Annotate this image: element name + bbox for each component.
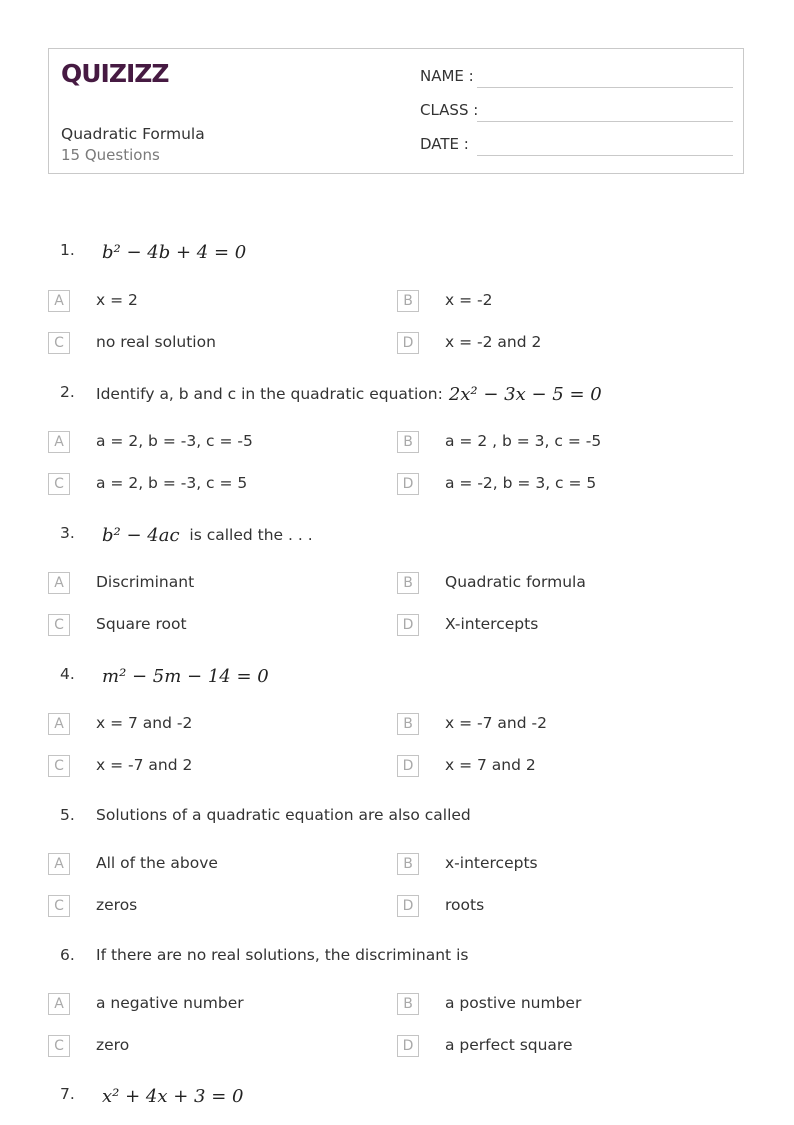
option-letter: C (48, 473, 70, 495)
option-4b[interactable] (397, 713, 727, 739)
option-5a[interactable] (48, 853, 378, 879)
option-text: x = 7 and -2 (96, 714, 193, 732)
name-field[interactable] (420, 67, 733, 91)
option-2b[interactable] (397, 431, 727, 457)
question-text (96, 383, 602, 404)
option-text: no real solution (96, 333, 216, 351)
option-5d[interactable] (397, 895, 727, 921)
option-3a[interactable] (48, 572, 378, 598)
option-letter: B (397, 290, 419, 312)
option-letter: D (397, 614, 419, 636)
question-number: 5. (60, 806, 75, 824)
option-text: zeros (96, 896, 138, 914)
option-1c[interactable] (48, 332, 378, 358)
option-6b[interactable] (397, 993, 727, 1019)
option-text: x = -7 and 2 (96, 756, 193, 774)
question-1 (0, 241, 794, 281)
option-text: x = 2 (96, 291, 138, 309)
option-text: Discriminant (96, 573, 195, 591)
option-text: All of the above (96, 854, 218, 872)
option-letter: A (48, 853, 70, 875)
option-4d[interactable] (397, 755, 727, 781)
option-text: a negative number (96, 994, 244, 1012)
question-math: m² − 5m − 14 = 0 (102, 666, 269, 687)
option-text: x = -2 and 2 (445, 333, 542, 351)
question-text: Solutions of a quadratic equation are also called (96, 806, 471, 824)
option-letter: B (397, 853, 419, 875)
question-math: 2x² − 3x − 5 = 0 (448, 384, 602, 405)
class-line[interactable] (477, 121, 733, 122)
option-1a[interactable] (48, 290, 378, 316)
option-text: a postive number (445, 994, 582, 1012)
option-letter: A (48, 290, 70, 312)
option-letter: A (48, 572, 70, 594)
option-3c[interactable] (48, 614, 378, 640)
option-1b[interactable] (397, 290, 727, 316)
option-6a[interactable] (48, 993, 378, 1019)
option-letter: B (397, 572, 419, 594)
question-text (96, 524, 313, 545)
question-text (96, 241, 246, 262)
question-7 (0, 1085, 794, 1125)
question-number: 2. (60, 383, 75, 401)
question-number: 7. (60, 1085, 75, 1103)
option-2c[interactable] (48, 473, 378, 499)
option-4a[interactable] (48, 713, 378, 739)
option-2d[interactable] (397, 473, 727, 499)
option-6d[interactable] (397, 1035, 727, 1061)
question-text (96, 665, 269, 686)
question-math: b² − 4ac (102, 525, 180, 546)
class-field[interactable] (420, 101, 733, 125)
question-text (96, 1085, 243, 1106)
option-text: a perfect square (445, 1036, 573, 1054)
date-line[interactable] (477, 155, 733, 156)
worksheet-header (48, 48, 744, 174)
class-label: CLASS : (420, 101, 479, 119)
option-4c[interactable] (48, 755, 378, 781)
option-letter: C (48, 614, 70, 636)
option-text: x = -7 and -2 (445, 714, 547, 732)
option-letter: D (397, 473, 419, 495)
question-number: 4. (60, 665, 75, 683)
option-2a[interactable] (48, 431, 378, 457)
option-6c[interactable] (48, 1035, 378, 1061)
option-text: a = 2 , b = 3, c = -5 (445, 432, 602, 450)
question-prompt: is called the . . . (189, 526, 313, 544)
option-5c[interactable] (48, 895, 378, 921)
option-text: Quadratic formula (445, 573, 586, 591)
option-letter: D (397, 895, 419, 917)
option-letter: D (397, 1035, 419, 1057)
option-letter: A (48, 431, 70, 453)
option-letter: C (48, 755, 70, 777)
option-text: zero (96, 1036, 130, 1054)
option-letter: B (397, 431, 419, 453)
question-prompt: Identify a, b and c in the quadratic equation: (96, 385, 443, 403)
option-text: a = 2, b = -3, c = -5 (96, 432, 253, 450)
option-5b[interactable] (397, 853, 727, 879)
option-text: a = 2, b = -3, c = 5 (96, 474, 248, 492)
option-letter: B (397, 993, 419, 1015)
option-3b[interactable] (397, 572, 727, 598)
option-text: x-intercepts (445, 854, 538, 872)
option-letter: D (397, 755, 419, 777)
question-4 (0, 665, 794, 705)
option-letter: B (397, 713, 419, 735)
question-3 (0, 524, 794, 564)
question-2 (0, 383, 794, 423)
option-text: a = -2, b = 3, c = 5 (445, 474, 597, 492)
option-1d[interactable] (397, 332, 727, 358)
option-text: roots (445, 896, 485, 914)
option-text: x = -2 (445, 291, 493, 309)
option-text: Square root (96, 615, 187, 633)
question-math: x² + 4x + 3 = 0 (102, 1086, 244, 1107)
option-letter: C (48, 1035, 70, 1057)
option-letter: C (48, 332, 70, 354)
quizizz-logo: QUIZIZZ (61, 59, 169, 88)
name-label: NAME : (420, 67, 474, 85)
date-label: DATE : (420, 135, 469, 153)
question-number: 1. (60, 241, 75, 259)
question-number: 3. (60, 524, 75, 542)
date-field[interactable] (420, 135, 733, 159)
question-math: b² − 4b + 4 = 0 (102, 242, 247, 263)
option-letter: D (397, 332, 419, 354)
question-5 (0, 806, 794, 846)
question-number: 6. (60, 946, 75, 964)
question-count: 15 Questions (61, 146, 160, 164)
option-letter: A (48, 993, 70, 1015)
question-6 (0, 946, 794, 986)
option-text: X-intercepts (445, 615, 539, 633)
option-letter: A (48, 713, 70, 735)
name-line[interactable] (477, 87, 733, 88)
question-text: If there are no real solutions, the discriminant is (96, 946, 469, 964)
worksheet-title: Quadratic Formula (61, 125, 205, 143)
option-3d[interactable] (397, 614, 727, 640)
option-letter: C (48, 895, 70, 917)
option-text: x = 7 and 2 (445, 756, 536, 774)
